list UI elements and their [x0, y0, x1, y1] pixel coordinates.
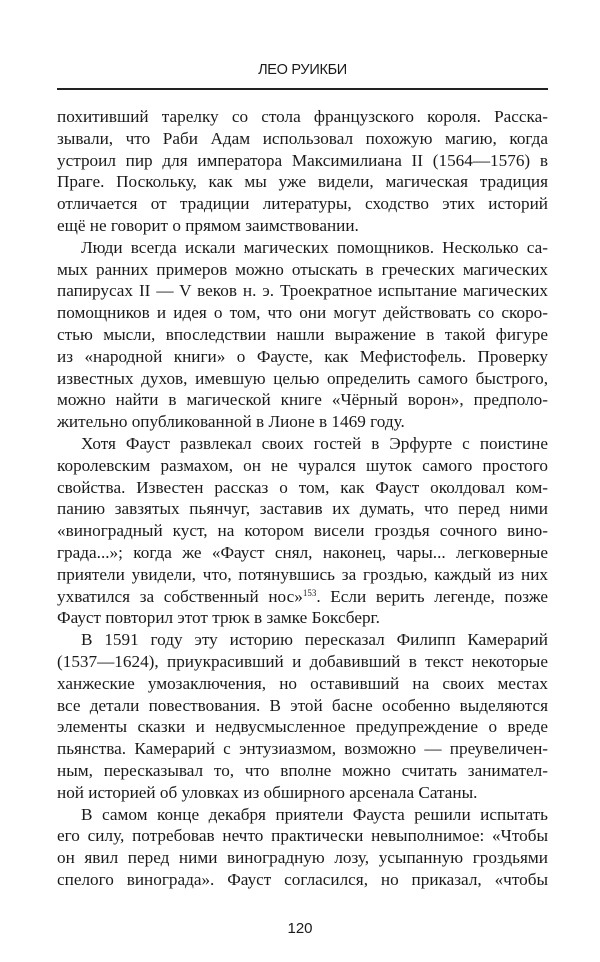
text-line	[57, 455, 548, 477]
page-number: 120	[287, 920, 313, 937]
line-text: жительно опубликованной в Лионе в 1469 году.	[57, 412, 405, 432]
text-line	[57, 302, 548, 324]
text-line	[57, 215, 548, 237]
line-text: ханжеские умозаключения, но оставивший на своих местах	[57, 673, 548, 693]
text-line	[57, 738, 548, 760]
line-text: он явил перед ними виноградную лозу, усыпанную гроздьями	[57, 848, 548, 868]
text-line	[57, 171, 548, 193]
line-text: Праге. Поскольку, как мы уже видели, магическая традиция	[57, 172, 548, 192]
line-text: отличается от традиции литературы, сходство этих историй	[57, 194, 548, 214]
line-text: устроил пир для императора Максимилиана II (1564—1576) в	[57, 150, 548, 170]
line-text: Хотя Фауст развлекал своих гостей в Эрфурте с поистине	[81, 433, 548, 453]
footnote-reference[interactable]: 153	[302, 587, 317, 598]
paragraph	[57, 433, 548, 629]
line-text: (1537—1624), приукрасивший и добавивший в текст некоторые	[57, 651, 548, 671]
text-line	[57, 498, 548, 520]
line-text: ещё не говорит о прямом заимствовании.	[57, 215, 359, 235]
text-line	[57, 586, 548, 608]
text-line	[57, 695, 548, 717]
line-text: можно найти в магической книге «Чёрный ворон», предполо-	[57, 390, 548, 410]
text-line	[57, 716, 548, 738]
paragraph	[57, 804, 548, 891]
paragraph	[57, 629, 548, 803]
header-rule	[57, 88, 548, 90]
running-header: ЛЕО РУИКБИ	[258, 62, 347, 78]
line-text: все детали повествования. В этой басне особенно выделяются	[57, 695, 548, 715]
paragraph	[57, 237, 548, 433]
text-line	[57, 782, 548, 804]
line-text: В самом конце декабря приятели Фауста решили испытать	[81, 804, 548, 824]
line-text: его силу, потребовав нечто практически невыполнимое: «Чтобы	[57, 826, 548, 846]
line-text: спелого винограда». Фауст согласился, но приказал, «чтобы	[57, 869, 548, 889]
line-text: Фауст повторил этот трюк в замке Боксберг.	[57, 608, 380, 628]
line-text: . Если верить легенде, позже	[316, 586, 548, 606]
line-text: зывали, что Раби Адам использовал похожую магию, когда	[57, 128, 548, 148]
line-text: мых ранних примеров можно отыскать в греческих магических	[57, 259, 548, 279]
body-text	[57, 106, 548, 891]
line-text: похитивший тарелку со стола французского короля. Расска-	[57, 107, 548, 126]
text-line	[57, 106, 548, 128]
text-line	[57, 193, 548, 215]
line-text: папирусах II — V веков н. э. Троекратное испытание магических	[57, 281, 548, 301]
line-text: свойства. Известен рассказ о том, как Фауст околдовал ком-	[57, 477, 548, 497]
text-line	[57, 346, 548, 368]
paragraph	[57, 106, 548, 237]
text-line	[57, 564, 548, 586]
line-text: пьянства. Камерарий с энтузиазмом, возможно — преувеличен-	[57, 739, 548, 759]
line-text: известных духов, имевшую целью определить самого быстрого,	[57, 368, 548, 388]
text-line	[57, 629, 548, 651]
line-text: Люди всегда искали магических помощников. Несколько са-	[81, 237, 548, 257]
text-line	[57, 804, 548, 826]
text-line	[57, 673, 548, 695]
text-line	[57, 433, 548, 455]
line-text: ным, пересказывал то, что вполне можно считать занимател-	[57, 760, 548, 780]
line-text: града...»; когда же «Фауст снял, наконец, чары... легковерные	[57, 542, 548, 562]
text-line	[57, 477, 548, 499]
text-line	[57, 520, 548, 542]
text-line	[57, 259, 548, 281]
text-line	[57, 825, 548, 847]
text-line	[57, 237, 548, 259]
text-line	[57, 389, 548, 411]
text-line	[57, 847, 548, 869]
text-line	[57, 128, 548, 150]
text-line	[57, 542, 548, 564]
line-text: королевским размахом, он не чурался шуток самого простого	[57, 455, 548, 475]
line-text: ухватился за собственный нос»	[57, 586, 303, 606]
text-line	[57, 607, 548, 629]
text-line	[57, 150, 548, 172]
text-line	[57, 368, 548, 390]
line-text: В 1591 году эту историю пересказал Филипп Камерарий	[81, 630, 548, 650]
text-line	[57, 651, 548, 673]
line-text: помощников и идея о том, что они могут действовать со скоро-	[57, 303, 548, 323]
line-text: ной историей об уловках из обширного арсенала Сатаны.	[57, 782, 478, 802]
line-text: стью мысли, впоследствии нашли выражение в такой фигуре	[57, 324, 548, 344]
line-text: элементы сказки и недвусмысленное предупреждение о вреде	[57, 717, 548, 737]
text-line	[57, 869, 548, 891]
line-text: приятели увидели, что, потянувшись за гроздью, каждый из них	[57, 564, 548, 584]
line-text: «виноградный куст, на котором висели гроздья сочного вино-	[57, 521, 548, 541]
text-line	[57, 411, 548, 433]
line-text: из «народной книги» о Фаусте, как Мефистофель. Проверку	[57, 346, 548, 366]
text-line	[57, 760, 548, 782]
text-line	[57, 324, 548, 346]
line-text: панию завзятых пьянчуг, заставив их думать, что перед ними	[57, 499, 548, 519]
text-line	[57, 280, 548, 302]
